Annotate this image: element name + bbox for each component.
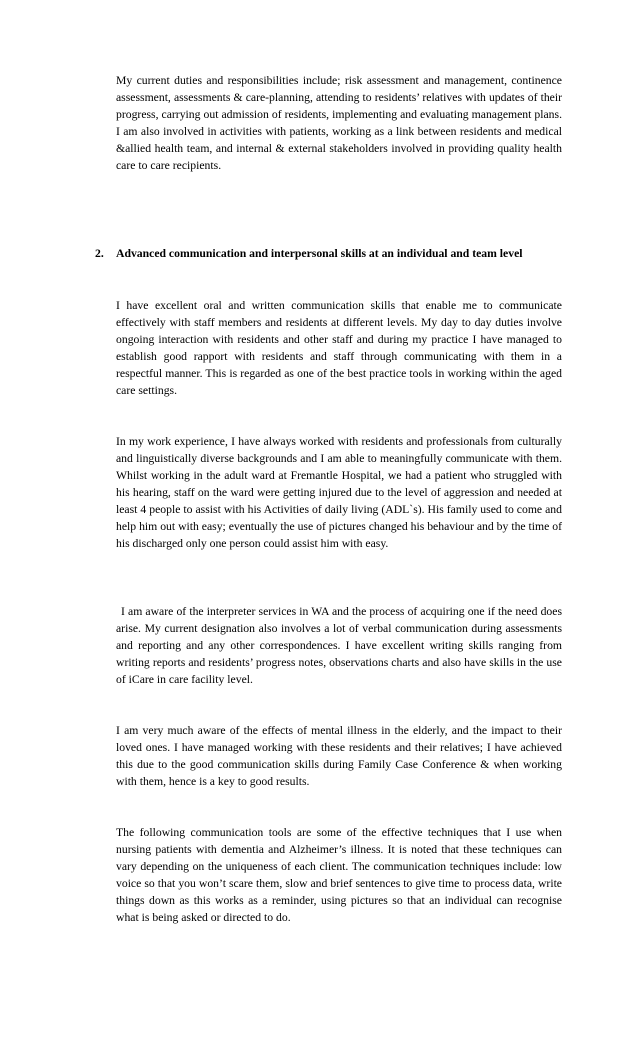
paragraph-work-experience: In my work experience, I have always worked with residents and professionals from culturally and linguistically diverse backgrounds and I am able to meaningfully communicate with them. Whilst working in the adult ward at Fremantle Hospital, we had a patient who struggled with his hearing, staff on the ward were getting injured due to the level of aggression and needed at least 4 people to assist with his Activities of daily living (ADL`s). His family used to come and help him out with easy; eventually the use of pictures changed his behaviour and by the time of his discharged only one person could assist him with easy.: [116, 435, 562, 550]
paragraph-communication-tools: The following communication tools are some of the effective techniques that I use when nursing patients with dementia and Alzheimer’s illness. It is noted that these techniques can vary depending on the uniqueness of each client. The communication techniques include: low voice so that you won’t scare them, slow and brief sentences to give time to process data, write things down as this works as a reminder, using pictures so that an individual can recognise what is being asked or directed to do.: [116, 826, 562, 924]
paragraph-interpreter-services: I am aware of the interpreter services in WA and the process of acquiring one if the need does arise. My current designation also involves a lot of verbal communication during assessments and reporting and any other correspondences. I have excellent writing skills ranging from writing reports and residents’ progress notes, observations charts and also have skills in the use of iCare in care facility level.: [116, 605, 562, 686]
intro-paragraph: My current duties and responsibilities include; risk assessment and management, continence assessment, assessments & care-planning, attending to residents’ relatives with updates of their progress, carrying out admission of residents, implementing and evaluating management plans. I am also involved in activities with patients, working as a link between residents and medical &allied health team, and internal & external stakeholders involved in providing quality health care to care recipients.: [116, 74, 562, 172]
paragraph-communication-skills: I have excellent oral and written communication skills that enable me to communicate effectively with staff members and residents at different levels. My day to day duties involve ongoing interaction with residents and other staff and during my practice I have managed to establish good rapport with residents and staff through communicating with them in a respectful manner. This is regarded as one of the best practice tools in working within the aged care settings.: [116, 299, 562, 397]
section-title: Advanced communication and interpersonal skills at an individual and team level: [116, 247, 523, 260]
section-number: 2.: [95, 247, 104, 260]
paragraph-mental-illness: I am very much aware of the effects of mental illness in the elderly, and the impact to their loved ones. I have managed working with these residents and their relatives; I have achieved this due to the good communication skills during Family Case Conference & when working with them, hence is a key to good results.: [116, 724, 562, 788]
section-heading: [95, 245, 575, 262]
